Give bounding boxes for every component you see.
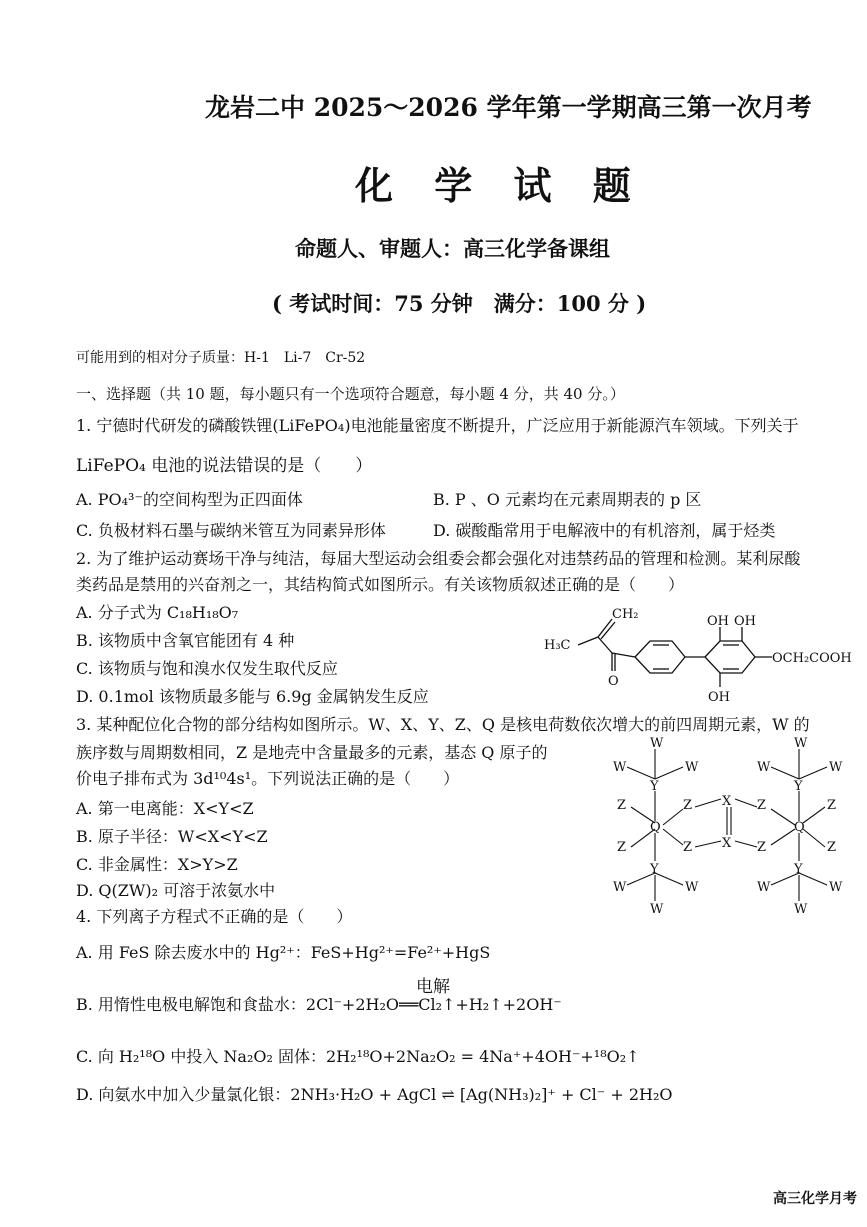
q3-atom-w: W — [685, 760, 699, 775]
q3-option-a: A. 第一电离能：X<Y<Z — [76, 799, 254, 818]
q3-atom-w: W — [794, 736, 808, 751]
q3-atom-q: Q — [650, 820, 661, 835]
q1-option-d: D. 碳酸酯常用于电解液中的有机溶剂，属于烃类 — [433, 521, 776, 540]
q3-atom-z: Z — [617, 840, 627, 855]
q1-option-a: A. PO₄³⁻的空间构型为正四面体 — [76, 490, 303, 509]
q4-option-b: B. 用惰性电极电解饱和食盐水：2Cl⁻+2H₂O══Cl₂↑+H₂↑+2OH⁻ — [76, 995, 562, 1014]
q2-stem-line1: 2. 为了维护运动赛场干净与纯洁，每届大型运动会组委会都会强化对违禁药品的管理和检测。某利尿酸 — [76, 549, 801, 568]
q3-atom-x: X — [722, 836, 732, 851]
q3-stem-line1: 3. 某种配位化合物的部分结构如图所示。W、X、Y、Z、Q 是核电荷数依次增大的前四周期元素，W 的 — [76, 715, 810, 734]
q4-stem: 4. 下列离子方程式不正确的是（ ） — [76, 907, 353, 926]
q2-label-oh1: OH — [707, 614, 729, 629]
q2-option-a: A. 分子式为 C₁₈H₁₈O₇ — [76, 603, 239, 622]
q2-option-d: D. 0.1mol 该物质最多能与 6.9g 金属钠发生反应 — [76, 687, 429, 706]
q3-atom-z: Z — [683, 840, 693, 855]
q3-atom-w: W — [829, 880, 843, 895]
q2-label-oh3: OH — [708, 690, 730, 705]
q3-atom-x: X — [722, 794, 732, 809]
q3-atom-y: Y — [794, 862, 803, 877]
section-heading: 一、选择题（共 10 题，每小题只有一个选项符合题意，每小题 4 分，共 40 分。） — [76, 385, 625, 403]
q3-atom-y: Y — [650, 779, 659, 794]
q3-atom-z: Z — [757, 840, 767, 855]
q1-option-b: B. P 、O 元素均在元素周期表的 p 区 — [433, 490, 702, 509]
q3-atom-z: Z — [683, 798, 693, 813]
q4-option-c: C. 向 H₂¹⁸O 中投入 Na₂O₂ 固体：2H₂¹⁸O+2Na₂O₂ = 4Na⁺+4OH⁻+¹⁸O₂↑ — [76, 1047, 640, 1066]
q2-structure-diagram — [540, 605, 865, 715]
q4-option-a: A. 用 FeS 除去废水中的 Hg²⁺：FeS+Hg²⁺=Fe²⁺+HgS — [76, 943, 491, 962]
q2-label-oh2: OH — [734, 614, 756, 629]
q3-atom-z: Z — [827, 840, 837, 855]
q4-option-d: D. 向氨水中加入少量氯化银：2NH₃·H₂O + AgCl ⇌ [Ag(NH₃)₂]⁺ + Cl⁻ + 2H₂O — [76, 1085, 673, 1104]
q3-atom-z: Z — [757, 798, 767, 813]
exam-author-line: 命题人、审题人：高三化学备课组 — [295, 236, 610, 261]
q3-atom-w: W — [613, 760, 627, 775]
q3-atom-w: W — [650, 736, 664, 751]
q3-atom-y: Y — [650, 862, 659, 877]
q4-electrolysis-label: 电解 — [416, 977, 450, 997]
page-footer: 高三化学月考 — [773, 1191, 857, 1207]
q3-atom-q: Q — [794, 820, 805, 835]
exam-subject-title: 化 学 试 题 — [355, 163, 645, 208]
q1-option-c: C. 负极材料石墨与碳纳米管互为同素异形体 — [76, 521, 386, 540]
q2-label-side-chain: OCH₂COOH — [772, 651, 852, 666]
q2-option-c: C. 该物质与饱和溴水仅发生取代反应 — [76, 659, 338, 678]
q3-atom-w: W — [757, 880, 771, 895]
q3-atom-w: W — [757, 760, 771, 775]
q3-stem-line2: 族序数与周期数相同，Z 是地壳中含量最多的元素，基态 Q 原子的 — [76, 743, 548, 762]
q1-stem-line1: 1. 宁德时代研发的磷酸铁锂(LiFePO₄)电池能量密度不断提升，广泛应用于新能源汽车领域。下列关于 — [76, 416, 799, 435]
q3-atom-w: W — [613, 880, 627, 895]
exam-time-line: ( 考试时间：75 分钟 满分：100 分 ) — [272, 291, 647, 316]
q3-structure-diagram — [605, 735, 860, 915]
relative-mass-line: 可能用到的相对分子质量：H-1 Li-7 Cr-52 — [76, 350, 366, 366]
q2-label-ch2: CH₂ — [612, 607, 639, 622]
q3-atom-w: W — [794, 902, 808, 915]
q3-atom-y: Y — [794, 779, 803, 794]
q3-atom-w: W — [685, 880, 699, 895]
q2-option-b: B. 该物质中含氧官能团有 4 种 — [76, 631, 295, 650]
exam-school-title: 龙岩二中 2025～2026 学年第一学期高三第一次月考 — [205, 93, 812, 122]
q3-option-c: C. 非金属性：X>Y>Z — [76, 855, 238, 874]
q2-stem-line2: 类药品是禁用的兴奋剂之一，其结构简式如图所示。有关该物质叙述正确的是（ ） — [76, 575, 685, 594]
q2-label-h3c: H₃C — [544, 638, 571, 653]
q3-option-b: B. 原子半径：W<X<Y<Z — [76, 827, 268, 846]
q3-atom-w: W — [829, 760, 843, 775]
q3-atom-z: Z — [827, 798, 837, 813]
q3-atom-z: Z — [617, 798, 627, 813]
q3-atom-w: W — [650, 902, 664, 915]
q3-option-d: D. Q(ZW)₂ 可溶于浓氨水中 — [76, 881, 276, 900]
q1-stem-line2: LiFePO₄ 电池的说法错误的是（ ） — [76, 456, 373, 476]
q3-stem-line3: 价电子排布式为 3d¹⁰4s¹。下列说法正确的是（ ） — [76, 769, 460, 788]
q2-label-o: O — [608, 674, 619, 689]
